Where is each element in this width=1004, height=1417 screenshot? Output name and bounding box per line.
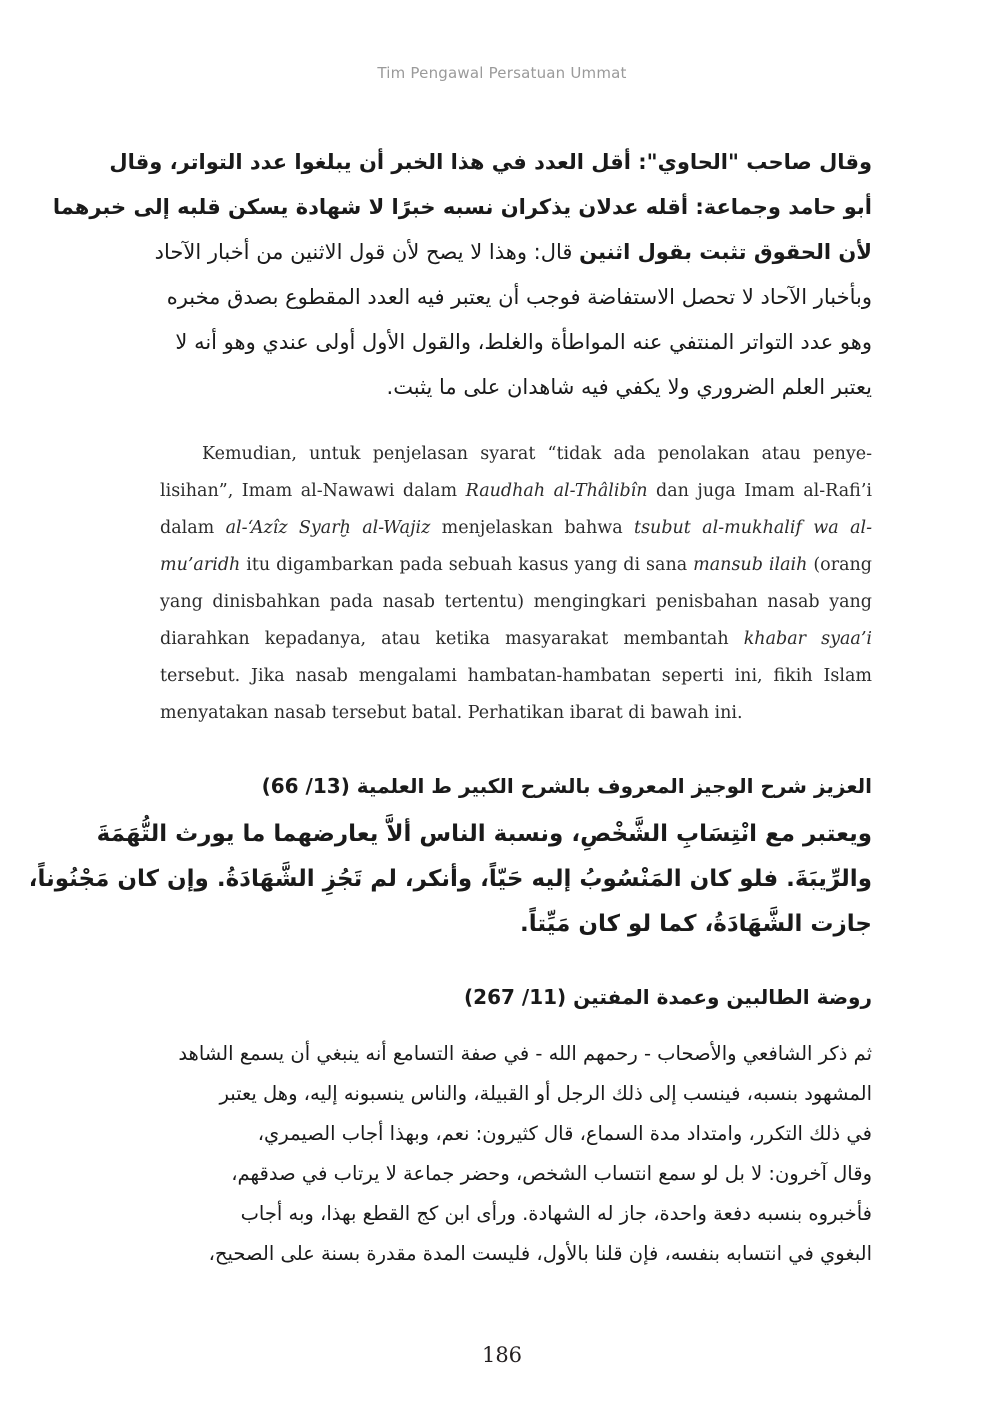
arabic-line: ويعتبر مع انْتِسَابِ الشَّخْصِ، ونسبة الناس ألاَّ يعارضهما ما يورث التُّهَمَةَ (96, 821, 872, 847)
arabic-line: وهو عدد التواتر المنتفي عنه المواطأة والغلط، والقول الأول أولى عندي وهو أنه لا (175, 330, 872, 354)
arabic-quote-block-3 (160, 1034, 872, 1274)
source-title-text: العزيز شرح الوجيز المعروف بالشرح الكبير ط العلمية (13/ 66) (261, 774, 872, 798)
arabic-line: يعتبر العلم الضروري ولا يكفي فيه شاهدان على ما يثبت. (386, 375, 872, 399)
italic-term: khabar syaa’i (743, 629, 872, 649)
arabic-line: فأخبروه بنسبه دفعة واحدة، جاز له الشهادة. ورأى ابن كج القطع بهذا، وبه أجاب (240, 1202, 872, 1225)
italic-term: al-‘Azîz Syarḫ al-Wajiz (225, 518, 431, 538)
arabic-line-bold-part: لأن الحقوق تثبت بقول اثنين (579, 240, 872, 264)
italic-term: mansub ilaih (693, 555, 808, 575)
source-title-2 (160, 985, 872, 1009)
arabic-line: أبو حامد وجماعة: أقله عدلان يذكران نسبه خبرًا لا شهادة يسكن قلبه إلى خبرهما (52, 195, 872, 219)
text-run: itu digambarkan pada sebuah kasus yang di sana (240, 555, 694, 575)
source-title-1 (160, 774, 872, 798)
arabic-line: البغوي في انتسابه بنفسه، فإن قلنا بالأول، فليست المدة مقدرة بسنة على الصحيح، (208, 1242, 872, 1265)
arabic-line: جازت الشَّهَادَةُ، كما لو كان مَيِّتاً. (520, 911, 872, 937)
arabic-quote-block-2 (28, 812, 872, 947)
text-run: Kemudian, untuk penjelasan syarat “tidak ada penolakan atau penye-lisihan”, Imam al-Nawawi dalam (160, 444, 872, 501)
paragraph-text (160, 436, 872, 732)
text-run: menjelaskan bahwa (430, 518, 635, 538)
arabic-quote-block-1 (52, 140, 872, 410)
arabic-line: والرِّيبَةَ. فلو كان المَنْسُوبُ إليه حَيّاً، وأنكر، لم تَجُزِ الشَّهَادَةُ. وإن كان مَجْنُوناً، (28, 866, 872, 892)
page-number: 186 (481, 1343, 523, 1367)
italic-term: Raudhah al-Thâlibîn (465, 481, 648, 501)
arabic-line (154, 230, 872, 275)
arabic-line-regular-part: قال: وهذا لا يصح لأن قول الاثنين من أخبار الآحاد (154, 240, 573, 264)
text-run: (orang yang dinisbahkan pada nasab tertentu) mengingkari penisbahan nasab yang diarahkan kepadanya, atau ketika masyarakat membantah (160, 555, 872, 649)
text-run: dan juga Imam al-Rafi’i dalam (160, 481, 873, 538)
arabic-line: في ذلك التكرر، وامتداد مدة السماع، قال كثيرون: نعم، وبهذا أجاب الصيمري، (257, 1122, 872, 1145)
arabic-line: المشهود بنسبه، فينسب إلى ذلك الرجل أو القبيلة، والناس ينسبونه إليه، وهل يعتبر (219, 1082, 872, 1105)
arabic-line: وبأخبار الآحاد لا تحصل الاستفاضة فوجب أن يعتبر فيه العدد المقطوع بصدق مخبره (166, 285, 872, 309)
arabic-line: ثم ذكر الشافعي والأصحاب - رحمهم الله - في صفة التسامع أنه ينبغي أن يسمع الشاهد (178, 1042, 872, 1065)
text-run: tersebut. Jika nasab mengalami hambatan-hambatan seperti ini, fikih Islam menyatakan nasab tersebut batal. Perhatikan ibarat di bawah ini. (160, 666, 872, 723)
arabic-line: وقال آخرون: لا بل لو سمع انتساب الشخص، وحضر جماعة لا يرتاب في صدقهم، (231, 1162, 872, 1185)
running-head: Tim Pengawal Persatuan Ummat (377, 64, 627, 82)
italic-term: tsubut al-mukhalif wa al-mu’aridh (160, 518, 873, 575)
body-paragraph (160, 436, 872, 732)
arabic-line: وقال صاحب "الحاوي": أقل العدد في هذا الخبر أن يبلغوا عدد التواتر، وقال (109, 150, 872, 174)
source-title-text: روضة الطالبين وعمدة المفتين (11/ 267) (464, 985, 872, 1009)
